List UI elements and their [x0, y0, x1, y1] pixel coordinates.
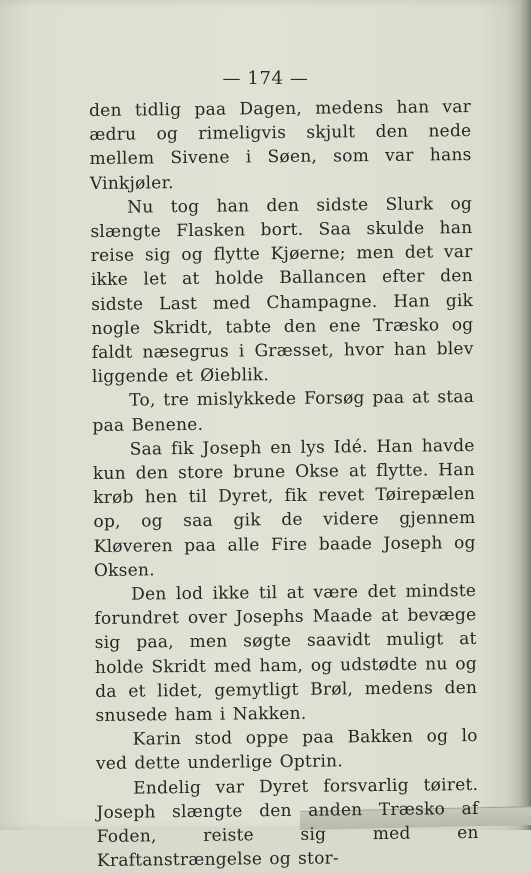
page-number: — 174 —: [222, 68, 309, 89]
paragraph-2: Nu tog han den sidste Slurk og slængte Flasken bort. Saa skulde han reise sig og flytte Kjøerne; men det var ikke let at holde Ballancen efter den sidste Last med Champagne. Han gik nogle Skridt, tabte den ene Træsko og faldt næsegrus i Græsset, hvor han blev liggende et Øieblik.: [90, 193, 474, 388]
paragraph-1: den tidlig paa Dagen, medens han var ædru og rimeligvis skjult den nede mellem Sivene i Søen, som var hans Vinkjøler.: [89, 96, 472, 194]
paragraph-3: To, tre mislykkede Forsøg paa at staa paa Benene.: [92, 387, 475, 436]
body-text: [89, 95, 479, 873]
paragraph-6: Karin stod oppe paa Bakken og lo ved dette underlige Optrin.: [95, 726, 478, 775]
paragraph-5: Den lod ikke til at være det mindste forundret over Josephs Maade at bevæge sig paa, men søgte saavidt muligt at holde Skridt med ham, og udstødte nu og da et lidet, gemytligt Brøl, medens den snusede ham i Nakken.: [94, 581, 478, 727]
paragraph-4: Saa fik Joseph en lys Idé. Han havde kun den store brune Okse at flytte. Han krøb hen til Dyret, fik revet Tøirepælen op, og saa gik de videre gjennem Kløveren paa alle Fire baade Joseph og Oksen.: [92, 435, 476, 581]
paragraph-7: Endelig var Dyret forsvarlig tøiret. Joseph slængte den anden Træsko af Foden, reiste sig med en Kraftanstrængelse og stor-: [96, 774, 479, 872]
page-edge: [520, 0, 531, 830]
